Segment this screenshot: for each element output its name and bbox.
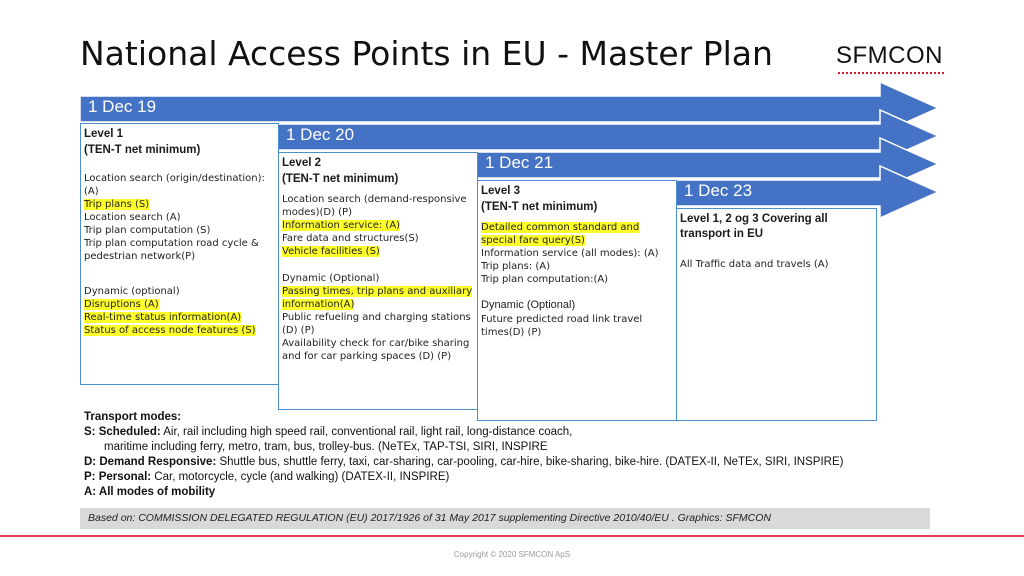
requirement-item: Trip plans: (A) — [481, 261, 551, 272]
logo-text: SFMCON — [836, 42, 943, 69]
level-box — [477, 180, 677, 421]
transport-mode-text: Car, motorcycle, cycle (and walking) (DATEX-II, INSPIRE) — [151, 471, 450, 483]
timeline-date: 1 Dec 20 — [286, 125, 355, 144]
level-box — [80, 123, 279, 385]
requirement-item: Availability check for car/bike sharing and for car parking spaces (D) (P) — [282, 338, 470, 362]
level-box — [278, 152, 478, 410]
transport-mode-text: maritime including ferry, metro, tram, bus, trolley-bus. (NeTEx, TAP-TSI, SIRI, INSPIRE — [104, 441, 548, 453]
dynamic-label: Dynamic (Optional) — [481, 299, 576, 311]
transport-modes-heading: Transport modes: — [84, 411, 182, 423]
source-note: Based on: COMMISSION DELEGATED REGULATION (EU) 2017/1926 of 31 May 2017 supplementing Directive 2010/40/EU . Graphics: SFMCON — [80, 508, 930, 529]
level-title: Level 2 — [282, 157, 321, 169]
requirement-item: Passing times, trip plans and auxiliary information(A) — [282, 286, 473, 310]
requirement-item: Information service: (A) — [282, 220, 401, 231]
requirement-item: Real-time status information(A) — [84, 312, 242, 323]
requirement-item: Trip plans (S) — [84, 199, 150, 210]
requirement-item: Future predicted road link travel times(D) (P) — [481, 314, 643, 338]
dynamic-label: Dynamic (Optional) — [282, 273, 380, 284]
footer-divider — [0, 535, 1024, 537]
requirement-item: Fare data and structures(S) — [282, 233, 419, 244]
requirement-item: Location search (demand-responsive modes)(D) (P) — [282, 194, 467, 218]
level-title: Level 1 — [84, 128, 123, 140]
transport-mode-row — [84, 485, 944, 500]
transport-mode-text: Air, rail including high speed rail, conventional rail, light rail, long-distance coach, — [160, 426, 573, 438]
timeline-date: 1 Dec 23 — [684, 181, 753, 200]
requirement-item: Location search (origin/destination):(A) — [84, 173, 265, 197]
requirement-item: Public refueling and charging stations (D) (P) — [282, 312, 471, 336]
transport-mode-key: P: Personal: — [84, 471, 152, 483]
transport-mode-row — [84, 470, 944, 485]
requirement-item: Trip plan computation (S) — [84, 225, 211, 236]
transport-mode-key: A: All modes of mobility — [84, 486, 216, 498]
transport-mode-row — [84, 455, 944, 470]
level-title: Level 3 — [481, 185, 520, 197]
timeline-date: 1 Dec 19 — [88, 97, 157, 116]
level-subtitle: (TEN-T net minimum) — [282, 173, 399, 185]
level-box — [676, 208, 877, 421]
requirement-item: All Traffic data and travels (A) — [680, 259, 829, 270]
requirement-item: Status of access node features (S) — [84, 325, 256, 336]
level-subtitle: (TEN-T net minimum) — [481, 201, 598, 213]
requirement-item: Vehicle facilities (S) — [282, 246, 380, 257]
requirement-item: Trip plan computation road cycle & pedestrian network(P) — [84, 238, 259, 262]
requirement-item: Trip plan computation:(A) — [481, 274, 609, 285]
level-title: Level 1, 2 og 3 Covering all transport in EU — [680, 213, 828, 240]
transport-modes — [84, 410, 944, 500]
timeline-date: 1 Dec 21 — [485, 153, 554, 172]
level-subtitle: (TEN-T net minimum) — [84, 144, 201, 156]
requirement-item: Disruptions (A) — [84, 299, 159, 310]
copyright: Copyright © 2020 SFMCON ApS — [453, 550, 571, 559]
transport-mode-key: S: Scheduled: — [84, 426, 161, 438]
requirement-item: Detailed common standard and special fare query(S) — [481, 222, 640, 246]
dynamic-label: Dynamic (optional) — [84, 286, 180, 297]
transport-modes-list — [84, 425, 944, 500]
transport-mode-row — [84, 425, 944, 440]
page-title: National Access Points in EU - Master Plan — [80, 34, 773, 73]
requirement-item: Location search (A) — [84, 212, 181, 223]
transport-mode-row — [84, 440, 944, 455]
transport-mode-key: D: Demand Responsive: — [84, 456, 217, 468]
transport-mode-text: Shuttle bus, shuttle ferry, taxi, car-sharing, car-pooling, car-hire, bike-sharing, bike-hire. (DATEX-II, NeTEx, SIRI, INSPIRE) — [216, 456, 844, 468]
requirement-item: Information service (all modes): (A) — [481, 248, 659, 259]
